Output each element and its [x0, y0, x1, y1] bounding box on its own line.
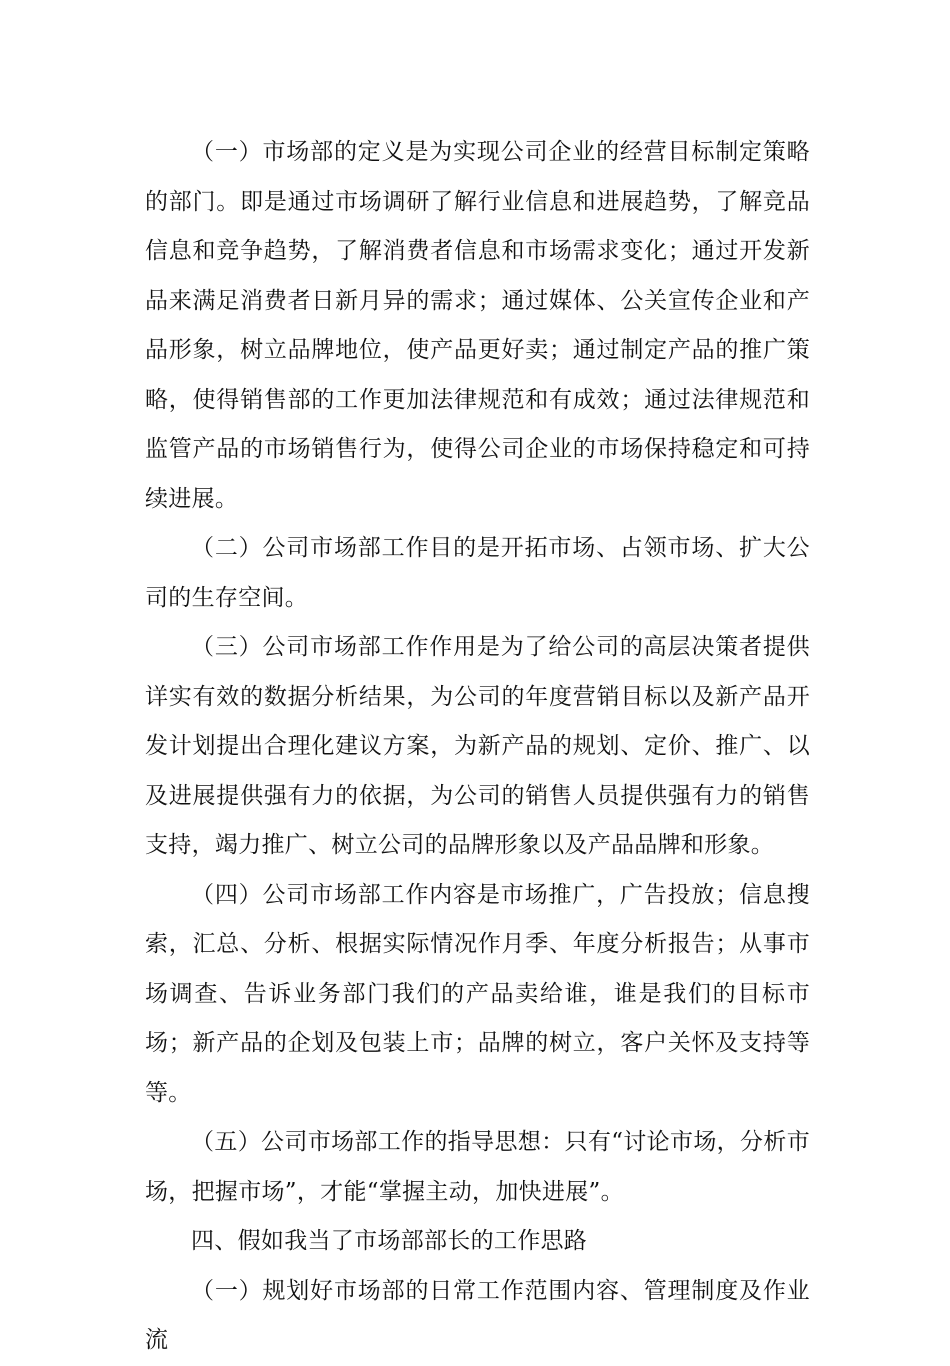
paragraph-plan-item-1: （一）规划好市场部的日常工作范围内容、管理制度及作业流 [145, 1277, 810, 1353]
paragraph-guiding-idea: （五）公司市场部工作的指导思想：只有“讨论市场，分析市场，把握市场”，才能“掌握主动，加快进展”。 [145, 1129, 810, 1205]
section-heading-work-plan: 四、假如我当了市场部部长的工作思路 [191, 1228, 588, 1254]
paragraph-work-content: （四）公司市场部工作内容是市场推广，广告投放；信息搜索，汇总、分析、根据实际情况作月季、年度分析报告；从事市场调查、告诉业务部门我们的产品卖给谁，谁是我们的目标市场；新产品的企划及包装上市；品牌的树立，客户关怀及支持等等。 [145, 881, 810, 1106]
paragraph-work-purpose: （二）公司市场部工作目的是开拓市场、占领市场、扩大公司的生存空间。 [145, 535, 810, 611]
paragraph-market-dept-definition: （一）市场部的定义是为实现公司企业的经营目标制定策略的部门。即是通过市场调研了解行业信息和进展趋势，了解竞品信息和竞争趋势，了解消费者信息和市场需求变化；通过开发新品来满足消费者日新月异的需求；通过媒体、公关宣传企业和产品形象，树立品牌地位，使产品更好卖；通过制定产品的推广策略，使得销售部的工作更加法律规范和有成效；通过法律规范和监管产品的市场销售行为，使得公司企业的市场保持稳定和可持续进展。 [145, 139, 810, 512]
paragraph-work-role: （三）公司市场部工作作用是为了给公司的高层决策者提供详实有效的数据分析结果，为公司的年度营销目标以及新产品开发计划提出合理化建议方案，为新产品的规划、定价、推广、以及进展提供强有力的依据，为公司的销售人员提供强有力的销售支持，竭力推广、树立公司的品牌形象以及产品品牌和形象。 [145, 634, 810, 858]
document-body [145, 128, 810, 1366]
